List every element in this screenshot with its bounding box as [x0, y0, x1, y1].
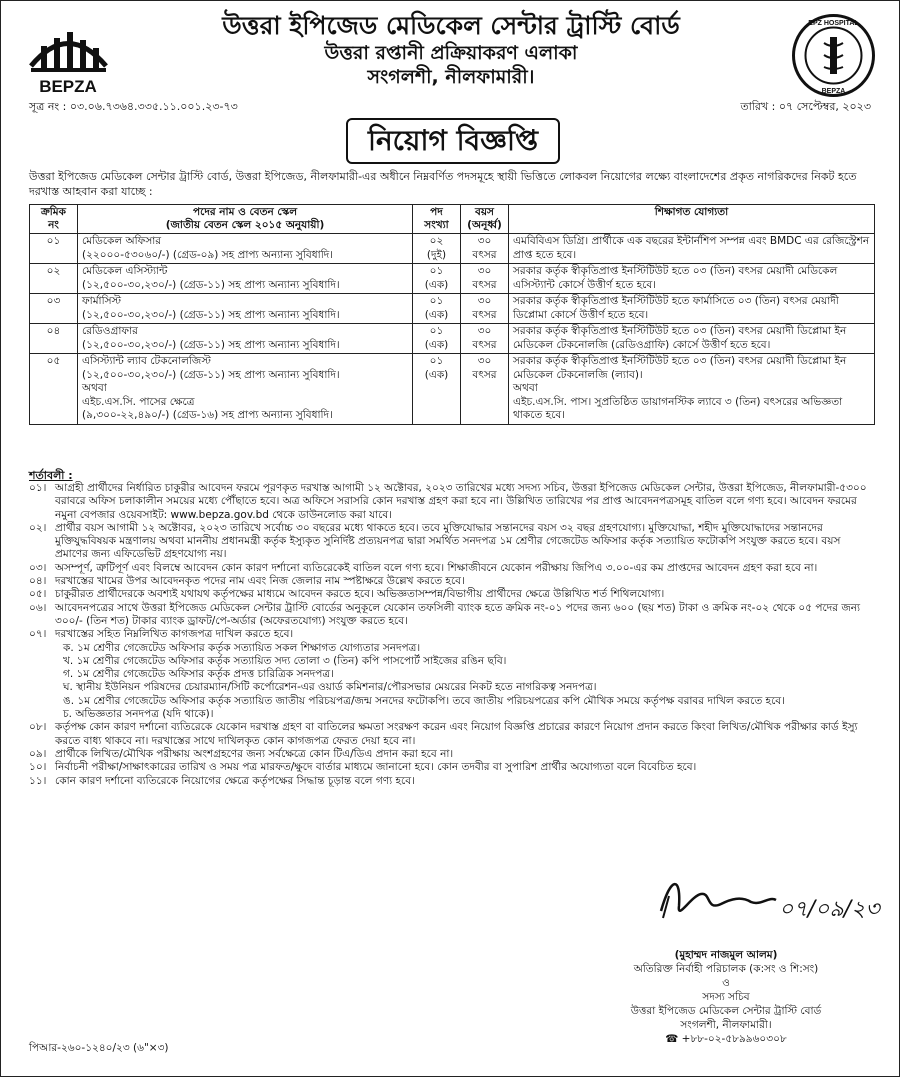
- age-number: ৩০: [477, 325, 492, 337]
- col-sl: ক্রমিক নং: [30, 205, 78, 234]
- term-number: ১১।: [29, 774, 47, 787]
- term-item: [29, 522, 875, 562]
- col-post: [78, 205, 413, 234]
- term-item: [29, 575, 875, 588]
- table-row: [30, 264, 875, 294]
- signatory-designation: অতিরিক্ত নির্বাহী পরিচালক (ক:সং ও শি:সং): [633, 963, 819, 975]
- row-sl: ০৪: [30, 324, 78, 354]
- signature: [651, 866, 881, 936]
- row-post: [78, 264, 413, 294]
- memo-number: সূত্র নং : ০৩.০৬.৭৩৬৪.৩৩৫.১১.০০১.২৩-৭৩: [29, 100, 238, 113]
- post-scale: (১২,৫০০-৩০,২৩০/-) (গ্রেড-১১) সহ প্রাপ্য অন্যান্য সুবিধাদি।: [82, 278, 340, 291]
- row-sl: ০৫: [30, 354, 78, 425]
- post-alt-scale: (৯,৩০০-২২,৪৯০/-) (গ্রেড-১৬) সহ প্রাপ্য অন্যান্য সুবিধাদি।: [82, 409, 333, 421]
- post-name: মেডিকেল অফিসার: [82, 235, 162, 247]
- org-location: সংগলশী, নীলফামারী।: [367, 66, 535, 88]
- term-number: ০৯।: [29, 747, 47, 760]
- term-text: চাকুরীরত প্রার্থীদেরকে অবশ্যই যথাযথ কর্তৃপক্ষের মাধ্যমে আবেদন করতে হবে। অভিজ্ঞতাসম্পন্ন/বিভাগীয় প্রার্থীদের ক্ষেত্রে উল্লিখিত শর্ত শিথিলযোগ্য।: [55, 588, 665, 601]
- row-age: [461, 324, 509, 354]
- posts-table: [29, 204, 875, 425]
- bepza-logo-text: BEPZA: [39, 77, 97, 96]
- term-subitem: ঙ. ১ম শ্রেণীর গেজেটেড অফিসার কর্তৃক সত্যায়িত জাতীয় পরিচয়পত্র/জন্ম সনদের ফটোকপি। তবে জাতীয় পরিচয়পত্রের কপি মৌখিক সময়ে কর্তৃপক্ষ বরাবর দাখিল করতে হবে।: [63, 694, 785, 707]
- age-unit: বৎসর: [472, 338, 497, 351]
- row-sl: ০১: [30, 234, 78, 264]
- age-unit: বৎসর: [472, 248, 497, 261]
- post-alt-name: এইচ.এস.সি. পাসের ক্ষেত্রে: [82, 395, 195, 408]
- signatory-block: [571, 948, 881, 1046]
- term-text: কোন কারণ দর্শানো ব্যতিরেকে নিয়োগের ক্ষেত্রে কর্তৃপক্ষের সিদ্ধান্ত চূড়ান্ত বলে গণ্য হবে।: [55, 774, 415, 787]
- qualification-or: অথবা: [513, 382, 538, 394]
- term-text: প্রার্থীকে লিখিত/মৌখিক পরীক্ষায় অংশগ্রহণের জন্য সর্বক্ষেত্রে কোন টিএ/ডিএ প্রদান করা হবে না।: [55, 747, 454, 760]
- age-number: ৩০: [477, 295, 492, 307]
- row-age: [461, 294, 509, 324]
- col-age: বয়স (অনূর্ধ্ব): [461, 205, 509, 234]
- row-count: [413, 264, 461, 294]
- term-number: ০৬।: [29, 601, 47, 614]
- term-text: দরখাস্তের খামের উপর আবেদনকৃত পদের নাম এবং নিজ জেলার নাম স্পষ্টাক্ষরে উল্লেখ করতে হবে।: [55, 575, 465, 588]
- signatory-place: সংগলশী, নীলফামারী।: [680, 1019, 772, 1031]
- term-item: [29, 562, 875, 575]
- post-name: মেডিকেল এসিস্ট্যান্ট: [82, 265, 168, 277]
- age-unit: বৎসর: [472, 308, 497, 321]
- post-scale: (১২,৫০০-৩০,২৩০/-) (গ্রেড-১১) সহ প্রাপ্য অন্যান্য সুবিধাদি।: [82, 338, 340, 351]
- post-scale: (১২,৫০০-৩০,২৩০/-) (গ্রেড-১১) সহ প্রাপ্য অন্যান্য সুবিধাদি।: [82, 368, 340, 381]
- table-row: [30, 324, 875, 354]
- row-qualification: [509, 354, 875, 425]
- count-word: (এক): [424, 278, 449, 291]
- term-subitem: ক. ১ম শ্রেণীর গেজেটেড অফিসার কর্তৃক সত্যায়িত সকল শিক্ষাগত যোগ্যতার সনদপত্র।: [63, 641, 421, 654]
- intro-text: উত্তরা ইপিজেড মেডিকেল সেন্টার ট্রাস্টি বোর্ড, উত্তরা ইপিজেড, নীলফামারী-এর অধীনে নিম্নবর্ণিত পদসমূহে স্থায়ী ভিত্তিতে লোকবল নিয়োগের লক্ষ্যে বাংলাদেশের প্রকৃত নাগরিকদের নিকট হতে দরখাস্ত আহবান করা যাচ্ছে :: [29, 170, 857, 198]
- term-item: [29, 482, 875, 522]
- count-word: (দুই): [426, 248, 447, 261]
- term-text: অসম্পূর্ণ, ত্রুটিপূর্ণ এবং বিলম্বে আবেদন কোন কারণ দর্শানো ব্যতিরেকেই বাতিল বলে গণ্য হবে। শিক্ষাজীবনে যেকোন পরীক্ষায় জিপিএ ৩.০০-এর কম প্রাপ্তদের আবেদন গ্রহণ করা হবে না।: [55, 561, 818, 574]
- term-text: প্রার্থীর বয়স আগামী ১২ অক্টোবর, ২০২৩ তারিখে সর্বোচ্চ ৩০ বছরের মধ্যে থাকতে হবে। তবে মুক্তিযোদ্ধার সন্তানদের বয়স ৩২ বছর গ্রহণযোগ্য। মুক্তিযোদ্ধা, শহীদ মুক্তিযোদ্ধাদের সন্তানদের মুক্তিযুদ্ধবিষয়ক মন্ত্রণালয় অথবা মাননীয় প্রধানমন্ত্রী কর্তৃক ইস্যুকৃত সুনির্দিষ্ট প্রত্যয়নপত্র দ্বারা সমর্থিত সনদপত্র ১ম শ্রেণীর গেজেটেড অফিসার কর্তৃক সত্যায়িত ফটোকপি সংযুক্ত করতে হবে। বয়স প্রমাণের জন্য এফিডেভিট গ্রহণযোগ্য নয়।: [55, 521, 841, 561]
- term-number: ০২।: [29, 521, 47, 534]
- term-item: [29, 588, 875, 601]
- term-item: [29, 602, 875, 629]
- age-number: ৩০: [477, 265, 492, 277]
- term-subitem: চ. অভিজ্ঞতার সনদপত্র (যদি থাকে)।: [63, 708, 214, 721]
- row-qualification: [509, 234, 875, 264]
- table-header-row: [30, 205, 875, 234]
- term-subitem: খ. ১ম শ্রেণীর গেজেটেড অফিসার কর্তৃক সত্যায়িত সদ্য তোলা ৩ (তিন) কপি পাসপোর্ট সাইজের রঙিন ছবি।: [63, 654, 507, 667]
- row-post: [78, 234, 413, 264]
- age-unit: বৎসর: [472, 368, 497, 381]
- qualification: এমবিবিএস ডিগ্রি। প্রার্থীকে এক বছরের ইন্টার্নশিপ সম্পন্ন এবং BMDC এর রেজিস্ট্রেশন প্রাপ্ত হতে হবে।: [513, 235, 870, 261]
- table-row: [30, 294, 875, 324]
- row-count: [413, 354, 461, 425]
- age-number: ৩০: [477, 235, 492, 247]
- term-item: [29, 628, 875, 641]
- term-text: নির্বাচনী পরীক্ষা/সাক্ষাৎকারের তারিখ ও সময় পত্র মারফত/ক্ষুদে বার্তার মাধ্যমে জানানো হবে। কোন তদবীর বা সুপারিশ প্রার্থীর অযোগ্যতা বলে বিবেচিত হবে।: [55, 761, 697, 774]
- header: [1, 11, 900, 89]
- signatory-phone: ☎ +৮৮-০২-৫৮৯৯৬০৩০৮: [665, 1033, 787, 1045]
- post-scale: (২২০০০-৫৩০৬০/-) (গ্রেড-০৯) সহ প্রাপ্য অন্যান্য সুবিধাদি।: [82, 248, 333, 261]
- signatory-org: উত্তরা ইপিজেড মেডিকেল সেন্টার ট্রাস্টি বোর্ড: [630, 1005, 822, 1017]
- term-number: ০৩।: [29, 561, 47, 574]
- epz-logo-bottom-text: BEPZA: [821, 88, 846, 95]
- term-item: [29, 761, 875, 774]
- row-post: [78, 324, 413, 354]
- qualification: সরকার কর্তৃক স্বীকৃতিপ্রাপ্ত ইনস্টিটিউট হতে ০৩ (তিন) বৎসর মেয়াদী ডিপ্লোমা ইন মেডিকেল টেকনোলজি (রেডিওগ্রাফি) কোর্সে উত্তীর্ণ হতে হবে।: [513, 325, 847, 351]
- notice-title: নিয়োগ বিজ্ঞপ্তি: [346, 118, 560, 164]
- col-count: পদ সংখ্যা: [413, 205, 461, 234]
- term-number: ০৮।: [29, 721, 47, 734]
- post-name: ফার্মাসিস্ট: [82, 295, 122, 307]
- count-word: (এক): [424, 368, 449, 381]
- row-sl: ০২: [30, 264, 78, 294]
- qualification: সরকার কর্তৃক স্বীকৃতিপ্রাপ্ত ইনস্টিটিউট হতে ০৩ (তিন) বৎসর মেয়াদী মেডিকেল এসিস্ট্যান্ট কোর্সে উত্তীর্ণ হতে হবে।: [513, 265, 838, 291]
- count-number: ০১: [429, 265, 444, 277]
- term-subitem: ঘ. স্থানীয় ইউনিয়ন পরিষদের চেয়ারম্যান/সিটি কর্পোরেশন-এর ওয়ার্ড কমিশনার/পৌরসভার মেয়রের নিকট হতে নাগরিকত্ব সনদপত্র।: [63, 681, 597, 694]
- age-unit: বৎসর: [472, 278, 497, 291]
- row-post: [78, 354, 413, 425]
- term-text: দরখাস্তের সহিত নিম্নলিখিত কাগজপত্র দাখিল করতে হবে।: [55, 628, 294, 641]
- terms-heading: শর্তাবলী :: [29, 469, 73, 482]
- footer-code: পিআর-২৬০-১২৪০/২৩ (৬"×৩): [29, 1042, 169, 1054]
- post-scale: (১২,৫০০-৩০,২৩০/-) (গ্রেড-১১) সহ প্রাপ্য অন্যান্য সুবিধাদি।: [82, 308, 340, 321]
- org-area: উত্তরা রপ্তানী প্রক্রিয়াকরণ এলাকা: [324, 42, 578, 64]
- row-count: [413, 234, 461, 264]
- term-text: আগ্রহী প্রার্থীদের নির্ধারিত চাকুরীর আবেদন ফরমে পূরণকৃত দরখাস্ত আগামী ১২ অক্টোবর, ২০২৩ তারিখের মধ্যে সদস্য সচিব, উত্তরা ইপিজেড মেডিকেল সেন্টার, উত্তরা ইপিজেড, নীলফামারী-৫৩০০ বরাবরে অফিস চলাকালীন সময়ের মধ্যে পৌঁছাতে হবে। অত্র অফিসে সরাসরি কোন দরখাস্ত গ্রহণ করা হবে না। উল্লিখিত তারিখের পর প্রাপ্ত আবেদনপত্রসমূহ বাতিল বলে গণ্য হবে। আবেদন ফরমের নমুনা বেপজার ওয়েবসাইট: www.bepza.gov.bd থেকে ডাউনলোড করা যাবে।: [55, 482, 867, 521]
- row-age: [461, 234, 509, 264]
- row-age: [461, 354, 509, 425]
- signatory-and: ও: [722, 977, 730, 989]
- row-count: [413, 324, 461, 354]
- qualification-alt: এইচ.এস.সি. পাস। সুপ্রতিষ্ঠিত ডায়াগনস্টিক ল্যাবে ৩ (তিন) বৎসরের অভিজ্ঞতা থাকতে হবে।: [513, 395, 843, 421]
- col-post-sub: (জাতীয় বেতন স্কেল ২০১৫ অনুযায়ী): [165, 219, 325, 231]
- signature-date: ০৭/০৯/২৩: [779, 897, 880, 922]
- count-word: (এক): [424, 338, 449, 351]
- row-post: [78, 294, 413, 324]
- term-number: ০৪।: [29, 575, 47, 588]
- row-qualification: [509, 324, 875, 354]
- term-text: কর্তৃপক্ষ কোন কারণ দর্শানো ব্যতিরেকে যেকোন দরখাস্ত গ্রহণ বা বাতিলের ক্ষমতা সংরক্ষণ করেন এবং নিয়োগ বিজ্ঞপ্তি প্রচারের কারণে নিয়োগ প্রদান করতে কিংবা লিখিত/মৌখিক পরীক্ষার কার্ড ইস্যু করতে বাধ্য থাকবে না। দরখাস্তের সাথে দাখিলকৃত কোন কাগজপত্র ফেরত দেয়া হবে না।: [55, 721, 858, 747]
- term-subitem: গ. ১ম শ্রেণীর গেজেটেড অফিসার কর্তৃক প্রদত্ত চারিত্রিক সনদপত্র।: [63, 668, 334, 681]
- count-number: ০২: [429, 235, 444, 247]
- age-number: ৩০: [477, 355, 492, 367]
- term-number: ১০।: [29, 761, 47, 774]
- count-number: ০১: [429, 295, 444, 307]
- signatory-role: সদস্য সচিব: [702, 991, 750, 1003]
- post-name: এসিস্ট্যান্ট ল্যাব টেকনোলজিস্ট: [82, 355, 211, 367]
- term-item: [29, 775, 875, 788]
- term-item: [29, 748, 875, 761]
- qualification: সরকার কর্তৃক স্বীকৃতিপ্রাপ্ত ইনস্টিটিউট হতে ফার্মাসিতে ০৩ (তিন) বৎসর মেয়াদী ডিপ্লোমা কোর্সে উত্তীর্ণ হতে হবে।: [513, 295, 839, 321]
- terms-list: [29, 482, 875, 788]
- count-number: ০১: [429, 325, 444, 337]
- count-number: ০১: [429, 355, 444, 367]
- col-qual: শিক্ষাগত যোগ্যতা: [509, 205, 875, 234]
- table-row: [30, 234, 875, 264]
- post-or: অথবা: [82, 382, 107, 394]
- row-qualification: [509, 264, 875, 294]
- table-row: [30, 354, 875, 425]
- col-post-label: পদের নাম ও বেতন স্কেল: [192, 206, 298, 218]
- row-count: [413, 294, 461, 324]
- qualification: সরকার কর্তৃক স্বীকৃতিপ্রাপ্ত ইনস্টিটিউট হতে ০৩ (তিন) বৎসর মেয়াদী ডিপ্লোমা ইন মেডিকেল টেকনোলজি (ল্যাব)।: [513, 355, 847, 381]
- issue-date: তারিখ : ০৭ সেপ্টেম্বর, ২০২৩: [740, 100, 871, 113]
- row-sl: ০৩: [30, 294, 78, 324]
- row-age: [461, 264, 509, 294]
- org-name: উত্তরা ইপিজেড মেডিকেল সেন্টার ট্রাস্টি বোর্ড: [222, 11, 680, 40]
- term-item: [29, 721, 875, 748]
- row-qualification: [509, 294, 875, 324]
- term-number: ০৫।: [29, 588, 47, 601]
- term-text: আবেদনপত্রের সাথে উত্তরা ইপিজেড মেডিকেল সেন্টার ট্রাস্টি বোর্ডের অনুকূলে যেকোন তফসিলী ব্যাংক হতে ক্রমিক নং-০১ পদের জন্য ৬০০ (ছয় শত) টাকা ও ক্রমিক নং-০২ থেকে ০৫ পদের জন্য ৩০০/- (তিন শত) টাকার ব্যাংক ড্রাফট/পে-অর্ডার (অফেরতযোগ্য) সংযুক্ত করতে হবে।: [55, 601, 861, 627]
- term-number: ০১।: [29, 482, 47, 494]
- count-word: (এক): [424, 308, 449, 321]
- term-number: ০৭।: [29, 628, 47, 641]
- post-name: রেডিওগ্রাফার: [82, 325, 138, 337]
- signatory-name: (মুহাম্মদ নাজমুল আলম): [674, 949, 778, 961]
- epz-logo-top-text: EPZ HOSPITAL: [808, 20, 859, 27]
